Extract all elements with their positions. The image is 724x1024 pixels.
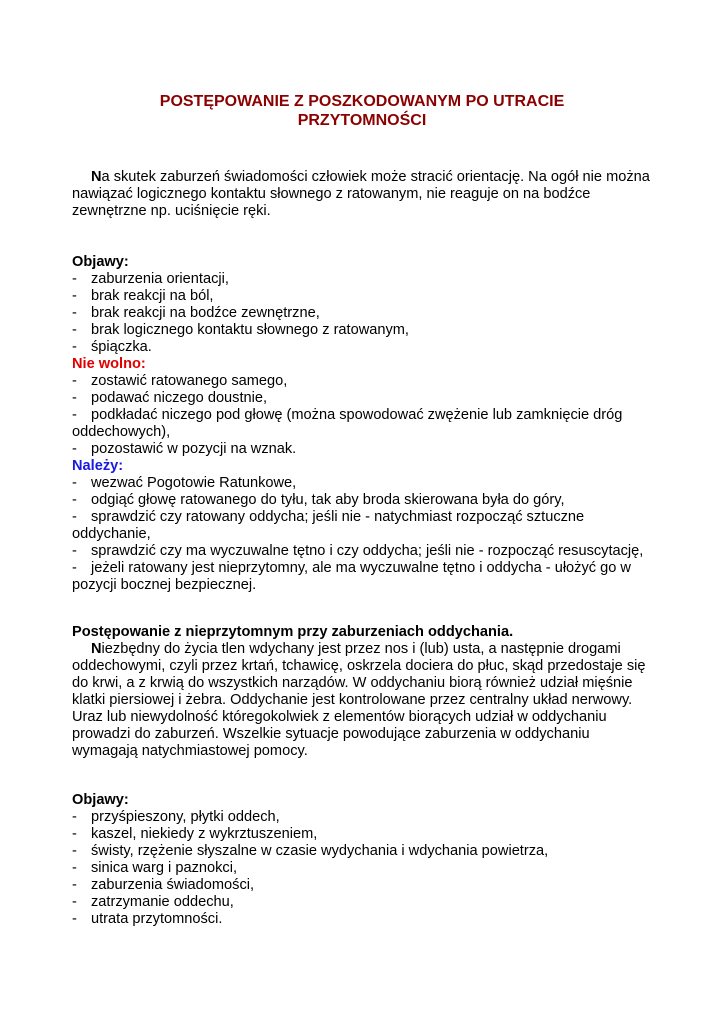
list-item: - utrata przytomności. [72, 911, 656, 928]
list-item: - kaszel, niekiedy z wykrztuszeniem, [72, 826, 656, 843]
list-item: - podawać niczego doustnie, [72, 390, 656, 407]
breathing-heading: Postępowanie z nieprzytomnym przy zaburzeniach oddychania. [72, 624, 514, 640]
list-item: - wezwać Pogotowie Ratunkowe, [72, 475, 656, 492]
required-list [72, 475, 656, 594]
forbidden-list [72, 373, 656, 458]
list-item: - jeżeli ratowany jest nieprzytomny, ale ma wyczuwalne tętno i oddycha - ułożyć go w pozycji bocznej bezpiecznej. [72, 560, 656, 594]
breathing-symptoms-list [72, 809, 656, 928]
required-heading: Należy: [72, 458, 124, 474]
breathing-symptoms-heading: Objawy: [72, 792, 129, 808]
list-item: - sinica warg i paznokci, [72, 860, 656, 877]
list-item: - brak reakcji na ból, [72, 288, 656, 305]
list-item: - sprawdzić czy ratowany oddycha; jeśli nie - natychmiast rozpocząć sztuczne oddychanie, [72, 509, 656, 543]
list-item: - podkładać niczego pod głowę (można spowodować zwężenie lub zamknięcie dróg oddechowych), [72, 407, 656, 441]
section2-block [72, 624, 656, 760]
breathing-paragraph: Niezbędny do życia tlen wdychany jest przez nos i (lub) usta, a następnie drogami oddechowymi, czyli przez krtań, tchawicę, oskrzela dociera do płuc, skąd przedostaje się do krwi, a z krwią do wszystkich narządów. W oddychaniu biorą również udział mięśnie klatki piersiowej i żebra. Oddychanie jest kontrolowane przez centralny układ nerwowy. Uraz lub niewydolność któregokolwiek z elementów biorących udział w oddychaniu prowadzi do zaburzeń. Wszelkie sytuacje powodujące zaburzenia w oddychaniu wymagają natychmiastowej pomocy. [72, 641, 646, 759]
intro-paragraph: Na skutek zaburzeń świadomości człowiek może stracić orientację. Na ogół nie można nawiązać logicznego kontaktu słownego z ratowanym, nie reaguje on na bodźce zewnętrzne np. uciśnięcie ręki. [72, 169, 650, 219]
list-item: - zatrzymanie oddechu, [72, 894, 656, 911]
symptoms-list [72, 271, 656, 356]
list-item: - pozostawić w pozycji na wznak. [72, 441, 656, 458]
list-item: - brak reakcji na bodźce zewnętrzne, [72, 305, 656, 322]
list-item: - zostawić ratowanego samego, [72, 373, 656, 390]
list-item: - zaburzenia orientacji, [72, 271, 656, 288]
list-item: - śpiączka. [72, 339, 656, 356]
list-item: - przyśpieszony, płytki oddech, [72, 809, 656, 826]
forbidden-heading: Nie wolno: [72, 356, 146, 372]
symptoms-heading: Objawy: [72, 254, 129, 270]
document-title [72, 92, 652, 130]
title-line-2: PRZYTOMNOŚCI [297, 112, 427, 129]
list-item: - odgiąć głowę ratowanego do tyłu, tak aby broda skierowana była do góry, [72, 492, 656, 509]
section3-block [72, 792, 656, 928]
list-item: - zaburzenia świadomości, [72, 877, 656, 894]
list-item: - brak logicznego kontaktu słownego z ratowanym, [72, 322, 656, 339]
intro-block [72, 169, 656, 220]
title-line-1: POSTĘPOWANIE Z POSZKODOWANYM PO UTRACIE [159, 93, 565, 110]
section1-block [72, 254, 656, 594]
list-item: - sprawdzić czy ma wyczuwalne tętno i czy oddycha; jeśli nie - rozpocząć resuscytację, [72, 543, 656, 560]
list-item: - świsty, rzężenie słyszalne w czasie wydychania i wdychania powietrza, [72, 843, 656, 860]
